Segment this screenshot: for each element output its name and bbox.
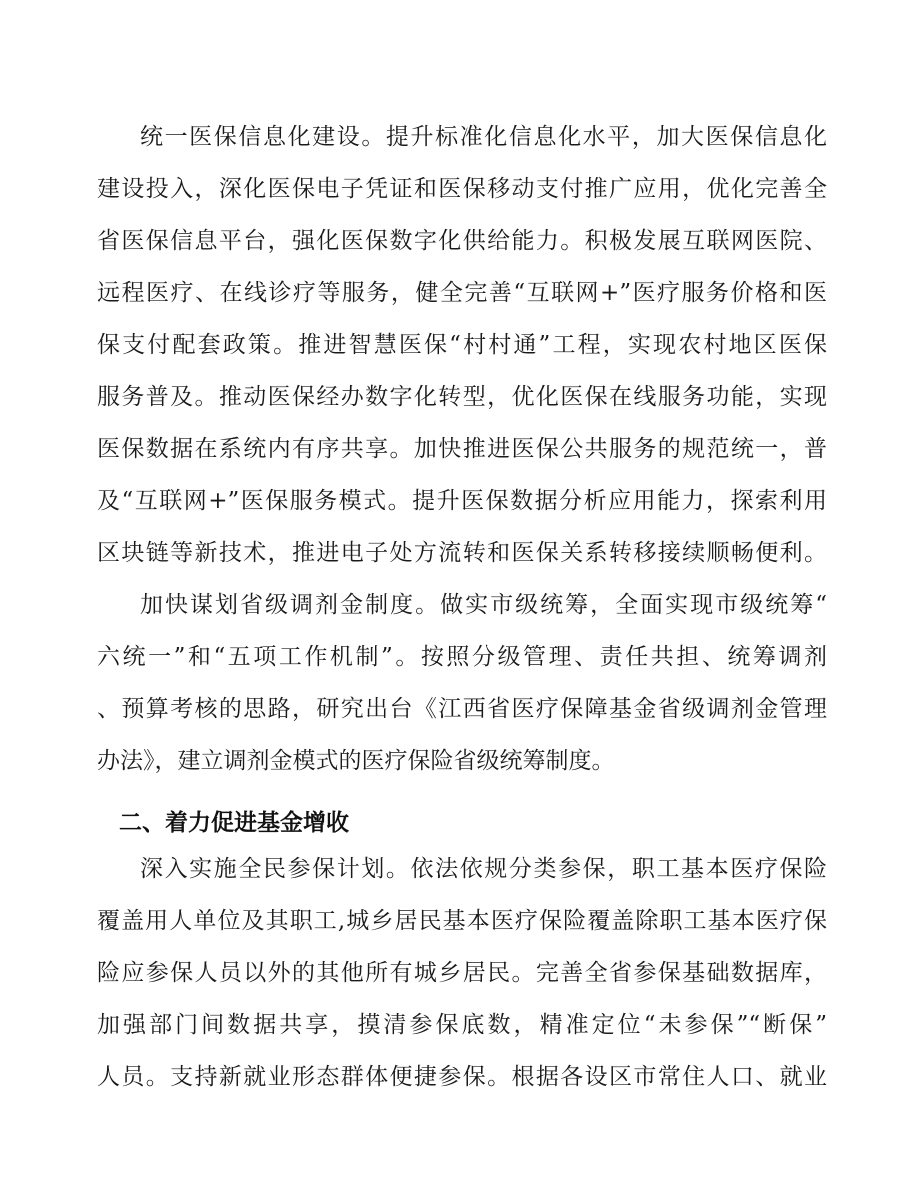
paragraph-1-line-6: 服务普及。推动医保经办数字化转型，优化医保在线服务功能，实现 (97, 384, 827, 410)
paragraph-1-line-4: 远程医疗、在线诊疗等服务，健全完善“互联网+”医疗服务价格和医 (97, 280, 827, 306)
paragraph-2-line-4: 办法》，建立调剂金模式的医疗保险省级统筹制度。 (97, 748, 615, 774)
paragraph-3-line-1: 深入实施全民参保计划。依法依规分类参保，职工基本医疗保险 (140, 856, 827, 882)
paragraph-3-line-4: 加强部门间数据共享，摸清参保底数，精准定位“未参保”“断保” (97, 1012, 827, 1038)
paragraph-2-line-1: 加快谋划省级调剂金制度。做实市级统筹，全面实现市级统筹“ (140, 592, 827, 618)
paragraph-2-line-2: 六统一”和“五项工作机制”。按照分级管理、责任共担、统筹调剂 (97, 644, 827, 670)
paragraph-1-line-5: 保支付配套政策。推进智慧医保“村村通”工程，实现农村地区医保 (97, 332, 827, 358)
paragraph-3-line-5: 人员。支持新就业形态群体便捷参保。根据各设区市常住人口、就业 (97, 1064, 827, 1090)
paragraph-2-line-3: 、预算考核的思路，研究出台《江西省医疗保障基金省级调剂金管理 (97, 696, 827, 722)
paragraph-3-line-2: 覆盖用人单位及其职工,城乡居民基本医疗保险覆盖除职工基本医疗保 (97, 908, 827, 934)
section-heading: 二、着力促进基金增收 (119, 810, 349, 836)
paragraph-1-line-2: 建设投入，深化医保电子凭证和医保移动支付推广应用，优化完善全 (97, 176, 827, 202)
paragraph-3-line-3: 险应参保人员以外的其他所有城乡居民。完善全省参保基础数据库， (97, 960, 827, 986)
paragraph-1-line-9: 区块链等新技术，推进电子处方流转和医保关系转移接续顺畅便利。 (97, 540, 827, 566)
paragraph-1-line-7: 医保数据在系统内有序共享。加快推进医保公共服务的规范统一，普 (97, 436, 827, 462)
paragraph-1-line-3: 省医保信息平台，强化医保数字化供给能力。积极发展互联网医院、 (97, 228, 827, 254)
paragraph-1-line-1: 统一医保信息化建设。提升标准化信息化水平，加大医保信息化 (140, 124, 827, 150)
paragraph-1-line-8: 及“互联网+”医保服务模式。提升医保数据分析应用能力，探索利用 (97, 488, 827, 514)
